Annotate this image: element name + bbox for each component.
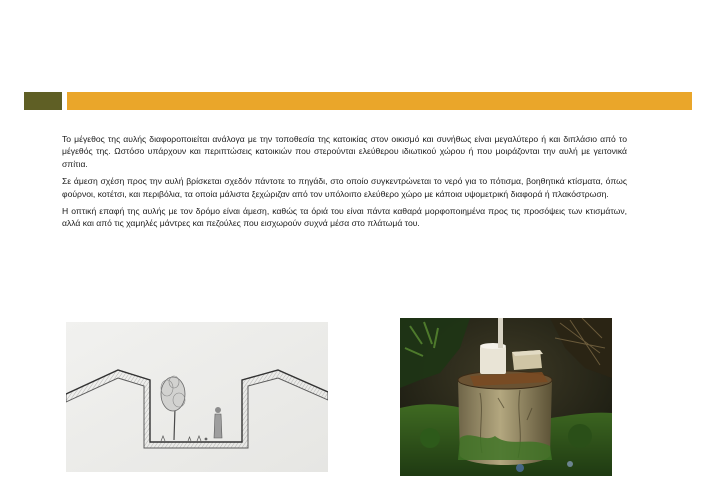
well-photo-image [400,318,612,476]
header-bar-orange [67,92,692,110]
paragraph-2: Σε άμεση σχέση προς την αυλή βρίσκεται σχεδόν πάντοτε το πηγάδι, στο οποίο συγκεντρώνεται το νερό για το πότισμα, βοηθητικά κτίσματα, όπως φούρνοι, κοτέτσι, και περιβόλια, τα οποία μάλιστα ξεχώριζαν από τον υπόλοιπο ελεύθερο χώρο με κάποια υψομετρική διαφορά ή πλακόστρωση. [62,176,627,199]
body-text [62,133,627,235]
header-bar [24,92,692,110]
paragraph-3: Η οπτική επαφή της αυλής με τον δρόμο είναι άμεση, καθώς τα όριά του είναι πάντα καθαρά μορφοποιημένα προς τις προσόψεις των κτισμάτων, αλλά και από τις χαμηλές μάντρες και πεζούλες που εισχωρούν συχνά μέσα στο πλάτωμά του. [62,206,627,229]
section-sketch-image [66,322,328,472]
header-bar-olive [24,92,62,110]
paragraph-1: Το μέγεθος της αυλής διαφοροποιείται ανάλογα με την τοποθεσία της κατοικίας στον οικισμό και συνήθως είναι μεγαλύτερο ή και διπλάσιο από το μέγεθός της. Ωστόσο υπάρχουν και περιπτώσεις κατοικιών που στερούνται ελεύθερου ιδιωτικού χώρου ή που μοιράζονται την αυλή με γειτονικά σπίτια. [62,134,627,169]
